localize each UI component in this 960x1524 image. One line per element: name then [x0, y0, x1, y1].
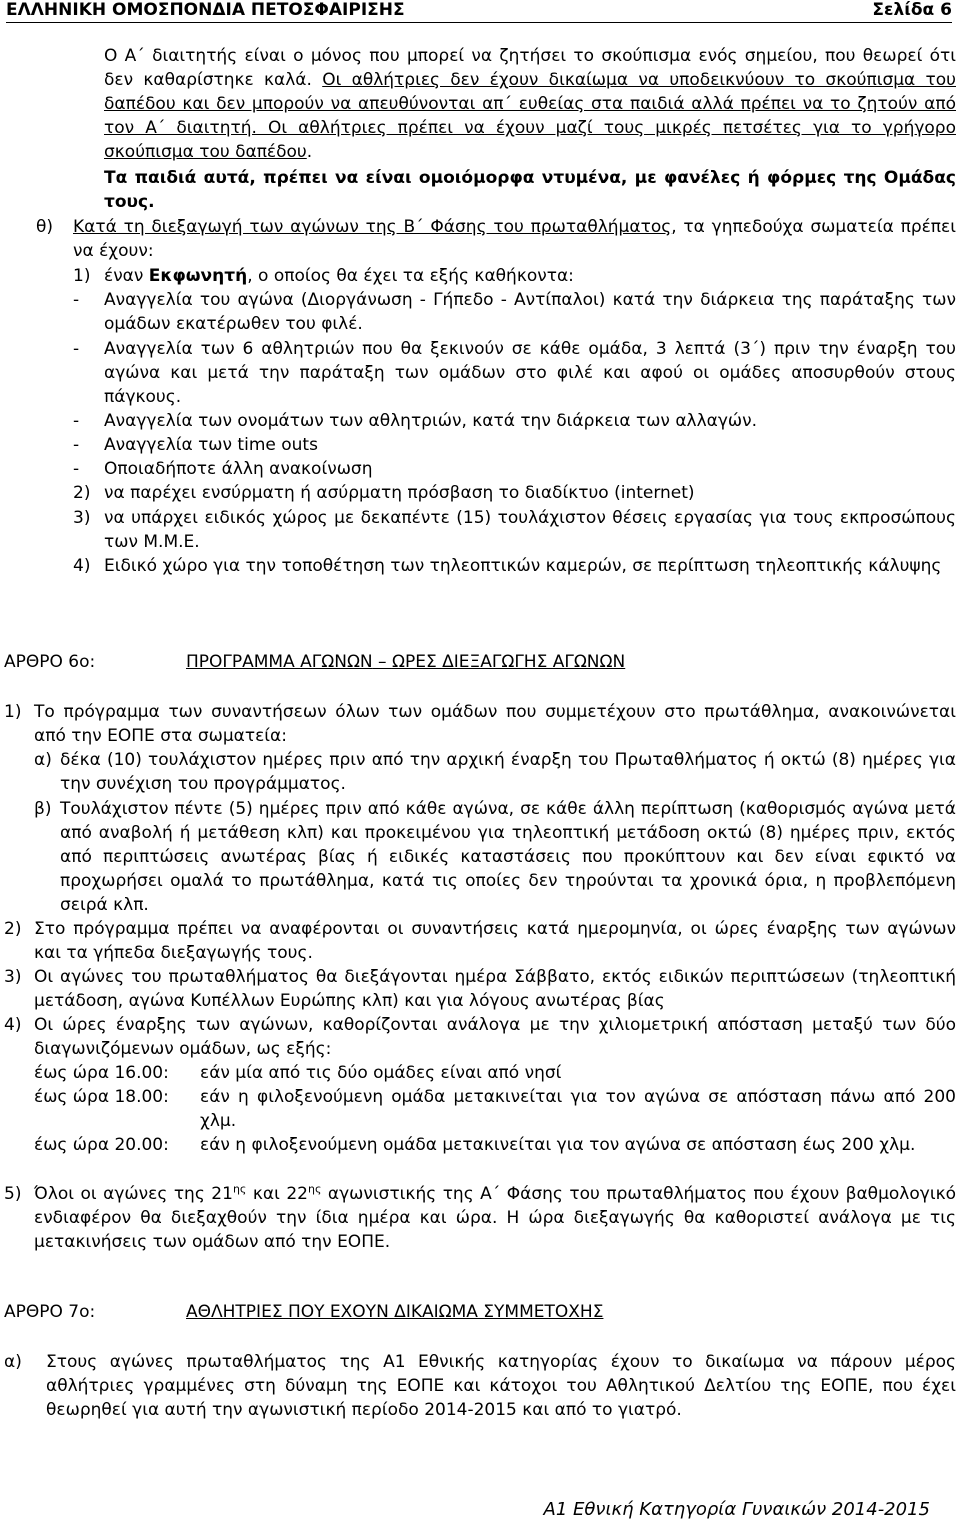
article-6-title-b: ΩΡΕΣ ΔΙΕΞΑΓΩΓΗΣ ΑΓΩΝΩΝ: [391, 652, 626, 672]
duty-1: Αναγγελία του αγώνα (Διοργάνωση - Γήπεδο - Αντίπαλοι) κατά την διάρκεια της παράταξης των ομάδων εκατέρωθεν του φιλέ.: [104, 290, 956, 334]
art6-item-5-text-a: Όλοι οι αγώνες της 21: [34, 1184, 233, 1204]
art6-sub-b-marker: β): [34, 799, 52, 819]
intro-text-end: .: [306, 142, 313, 162]
art6-item-2: Στο πρόγραμμα πρέπει να αναφέρονται οι συναντήσεις κατά ημερομηνία, οι ώρες έναρξης των αγώνων και τα γήπεδα διεξαγωγής τους.: [34, 919, 956, 963]
art6-item-4: Οι ώρες έναρξης των αγώνων, καθορίζονται ανάλογα με την χιλιομετρική απόσταση μεταξύ των δύο διαγωνιζόμενων ομάδων, ως εξής:: [34, 1015, 956, 1059]
page-footer: Α1 Εθνική Κατηγορία Γυναικών 2014-2015: [543, 1499, 930, 1520]
header-organization: ΕΛΛΗΝΙΚΗ ΟΜΟΣΠΟΝΔΙΑ ΠΕΤΟΣΦΑΙΡΙΣΗΣ: [6, 0, 405, 20]
time-slot-16-text: εάν μία από τις δύο ομάδες είναι από νησί: [200, 1063, 562, 1083]
theta-item-4: Ειδικό χώρο για την τοποθέτηση των τηλεοπτικών καμερών, σε περίπτωση τηλεοπτικής κάλυψης: [104, 556, 942, 576]
theta-lead-underlined: Κατά τη διεξαγωγή των αγώνων της Β΄ Φάσης του πρωταθλήματος: [73, 217, 672, 237]
duty-3: Αναγγελία των ονομάτων των αθλητριών, κατά την διάρκεια των αλλαγών.: [104, 411, 758, 431]
art6-item-5-number: 5): [4, 1184, 22, 1204]
dash-2: -: [73, 339, 80, 359]
art6-item-1: Το πρόγραμμα των συναντήσεων όλων των ομάδων που συμμετέχουν στο πρωτάθλημα, ανακοινώνεται από την ΕΟΠΕ στα σωματεία:: [34, 702, 956, 746]
time-slot-16: έως ώρα 16.00:: [34, 1063, 169, 1083]
article-7-label: ΑΡΘΡΟ 7ο:: [4, 1302, 96, 1322]
time-slot-20-text: εάν η φιλοξενούμενη ομάδα μετακινείται για τον αγώνα σε απόσταση έως 200 χλμ.: [200, 1135, 916, 1155]
theta-item-3-number: 3): [73, 508, 91, 528]
art6-item-5-text-c: αγωνιστικής της Α΄ Φάσης του πρωταθλήματος που έχουν βαθμολογικό ενδιαφέρον θα διεξαχθούν την ίδια ημέρα και ώρα. Η ώρα διεξαγωγής θα καθοριστεί ανάλογα με τις μετακινήσεις των ομάδων από την ΕΟΠΕ.: [34, 1184, 956, 1252]
art6-sub-b: Τουλάχιστον πέντε (5) ημέρες πριν από κάθε αγώνα, σε κάθε άλλη περίπτωση (καθορισμός αγώνα μετά από αναβολή ή μετάθεση κλπ) και προκειμένου για τηλεοπτική μετάδοση οκτώ (8) ημέρες πριν, εκτός από περιπτώσεις ανωτέρας βίας ή ειδικές καταστάσεις που προκύπτουν και δεν είναι εφικτό να προχωρήσει ομαλά το πρωτάθλημα, κατά τις οποίες δεν τηρούνται τα χρονικά όρια, η προβλεπόμενη σειρά κλπ.: [60, 799, 956, 915]
theta-item-2-number: 2): [73, 483, 91, 503]
article-6-label: ΑΡΘΡΟ 6ο:: [4, 652, 96, 672]
art6-item-5-ordinal-1: ης: [232, 1182, 247, 1196]
intro-text: Ο Α΄ διαιτητής είναι ο μόνος που μπορεί να ζητήσει το σκούπισμα ενός σημείου, που θεωρεί ότι δεν καθαρίστηκε καλά.: [104, 46, 956, 90]
art6-item-5-ordinal-2: ης: [307, 1182, 322, 1196]
art7-sub-a: Στους αγώνες πρωταθλήματος της Α1 Εθνικής κατηγορίας έχουν το δικαίωμα να πάρουν μέρος αθλήτριες γραμμένες στη δύναμη της ΕΟΠΕ και κάτοχοι του Αθλητικού Δελτίου της ΕΟΠΕ, που έχει θεωρηθεί για αυτή την αγωνιστική περίοδο 2014-2015 και από το γιατρό.: [46, 1352, 956, 1420]
article-7-title: ΑΘΛΗΤΡΙΕΣ ΠΟΥ ΕΧΟΥΝ ΔΙΚΑΙΩΜΑ ΣΥΜΜΕΤΟΧΗΣ: [186, 1302, 604, 1322]
art6-item-4-number: 4): [4, 1015, 22, 1035]
article-6-title-a: ΠΡΟΓΡΑΜΜΑ ΑΓΩΝΩΝ: [186, 652, 373, 672]
time-slot-18: έως ώρα 18.00:: [34, 1087, 169, 1107]
theta-item-4-number: 4): [73, 556, 91, 576]
art6-item-3: Οι αγώνες του πρωταθλήματος θα διεξάγονται ημέρα Σάββατο, εκτός ειδικών περιπτώσεων (τηλεοπτική μετάδοση, αγώνα Κυπέλλων Ευρώπης κλπ) και για λόγους ανωτέρας βίας: [34, 967, 956, 1011]
article-6-title: [186, 652, 625, 672]
art6-item-1-number: 1): [4, 702, 22, 722]
theta-item-3: να υπάρχει ειδικός χώρος με δεκαπέντε (15) τουλάχιστον θέσεις εργασίας για τους εκπροσώπους των Μ.Μ.Ε.: [104, 508, 956, 552]
theta-lead-rest: , τα γηπεδούχα σωματεία πρέπει να έχουν:: [73, 217, 956, 261]
intro-underlined-text: Οι αθλήτριες δεν έχουν δικαίωμα να υποδεικνύουν το σκούπισμα του δαπέδου και δεν μπορούν να απευθύνονται απ΄ ευθείας στα παιδιά αλλά πρέπει να το ζητούν από τον Α΄ διαιτητή. Οι αθλήτριες πρέπει να έχουν μαζί τους μικρές πετσέτες για το γρήγορο σκούπισμα του δαπέδου: [104, 70, 956, 162]
theta-item-1: [104, 264, 956, 288]
theta-item-1-text-c: , ο οποίος θα έχει τα εξής καθήκοντα:: [247, 266, 574, 286]
intro-paragraph: [104, 44, 956, 164]
duty-5: Οποιαδήποτε άλλη ανακοίνωση: [104, 459, 373, 479]
theta-lead: [73, 215, 956, 263]
time-slot-20: έως ώρα 20.00:: [34, 1135, 169, 1155]
dash-5: -: [73, 459, 80, 479]
dash-4: -: [73, 435, 80, 455]
time-slot-18-text: εάν η φιλοξενούμενη ομάδα μετακινείται για τον αγώνα σε απόσταση πάνω από 200 χλμ.: [200, 1087, 956, 1131]
intro-bold-note: Τα παιδιά αυτά, πρέπει να είναι ομοιόμορφα ντυμένα, με φανέλες ή φόρμες της Ομάδας τους.: [104, 168, 956, 212]
header-page-number: Σελίδα 6: [872, 0, 952, 20]
art6-sub-a-marker: α): [34, 750, 52, 770]
theta-item-2: να παρέχει ενσύρματη ή ασύρματη πρόσβαση το διαδίκτυο (internet): [104, 483, 695, 503]
theta-item-1-text-a: έναν: [104, 266, 149, 286]
dash-3: -: [73, 411, 80, 431]
art6-item-5: [34, 1182, 956, 1254]
theta-item-1-number: 1): [73, 266, 91, 286]
article-6-title-separator: –: [372, 652, 392, 672]
art7-sub-a-marker: α): [4, 1352, 22, 1372]
art6-item-2-number: 2): [4, 919, 22, 939]
art6-sub-a: δέκα (10) τουλάχιστον ημέρες πριν από την αρχική έναρξη του Πρωταθλήματος ή οκτώ (8) ημέρες για την συνέχιση του προγράμματος.: [60, 750, 956, 794]
art6-item-5-text-b: και 22: [246, 1184, 308, 1204]
item-marker-theta: θ): [36, 217, 54, 237]
dash-1: -: [73, 290, 80, 310]
duty-4: Αναγγελία των time outs: [104, 435, 318, 455]
theta-item-1-announcer: Εκφωνητή: [148, 266, 248, 286]
page-header: [6, 0, 952, 23]
duty-2: Αναγγελία των 6 αθλητριών που θα ξεκινούν σε κάθε ομάδα, 3 λεπτά (3΄) πριν την έναρξη του αγώνα και μετά την παράταξη των ομάδων στο φιλέ και αφού οι ομάδες αποσυρθούν στους πάγκους.: [104, 339, 956, 407]
art6-item-3-number: 3): [4, 967, 22, 987]
